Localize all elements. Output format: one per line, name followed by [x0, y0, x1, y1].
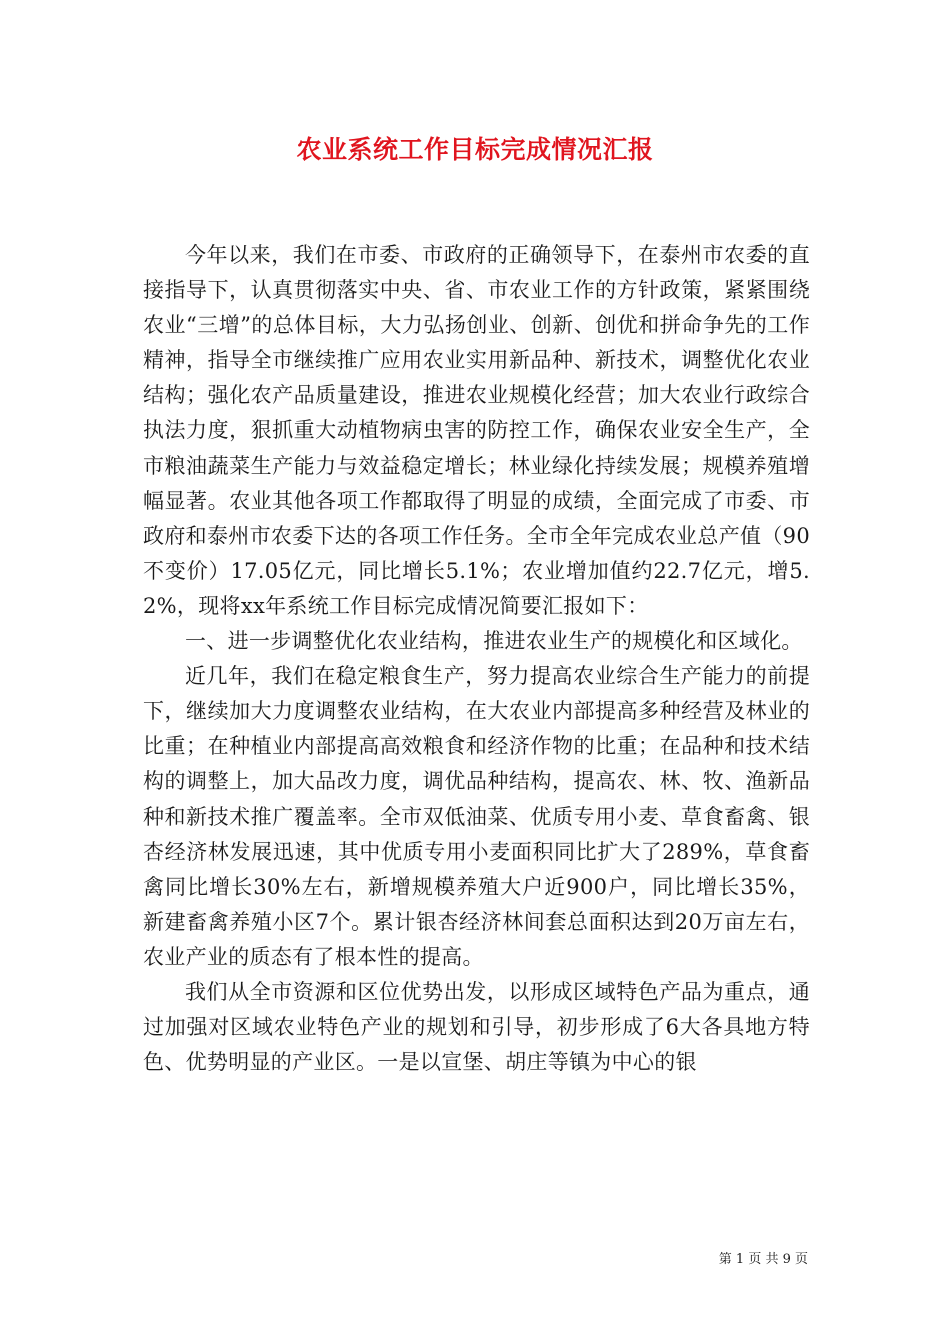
document-body	[143, 238, 810, 1080]
paragraph-structure: 近几年，我们在稳定粮食生产，努力提高农业综合生产能力的前提下，继续加大力度调整农业结构，在大农业内部提高多种经营及林业的比重；在种植业内部提高高效粮食和经济作物的比重；在品种和技术结构的调整上，加大品改力度，调优品种结构，提高农、林、牧、渔新品种和新技术推广覆盖率。全市双低油菜、优质专用小麦、草食畜禽、银杏经济林发展迅速，其中优质专用小麦面积同比扩大了289%，草食畜禽同比增长30%左右，新增规模养殖大户近900户，同比增长35%，新建畜禽养殖小区7个。累计银杏经济林间套总面积达到20万亩左右，农业产业的质态有了根本性的提高。	[143, 664, 810, 969]
document-title: 农业系统工作目标完成情况汇报	[296, 135, 654, 164]
paragraph-regional: 我们从全市资源和区位优势出发，以形成区域特色产品为重点，通过加强对区域农业特色产业的规划和引导，初步形成了6大各具地方特色、优势明显的产业区。一是以宣堡、胡庄等镇为中心的银	[143, 979, 810, 1075]
section-heading-1: 一、进一步调整优化农业结构，推进农业生产的规模化和区域化。	[185, 629, 803, 654]
page-number: 第 1 页 共 9 页	[718, 1252, 808, 1267]
paragraph-intro: 今年以来，我们在市委、市政府的正确领导下，在泰州市农委的直接指导下，认真贯彻落实中央、省、市农业工作的方针政策，紧紧围绕农业“三增”的总体目标，大力弘扬创业、创新、创优和拼命争先的工作精神，指导全市继续推广应用农业实用新品种、新技术，调整优化农业结构；强化农产品质量建设，推进农业规模化经营；加大农业行政综合执法力度，狠抓重大动植物病虫害的防控工作，确保农业安全生产，全市粮油蔬菜生产能力与效益稳定增长；林业绿化持续发展；规模养殖增幅显著。农业其他各项工作都取得了明显的成绩，全面完成了市委、市政府和泰州市农委下达的各项工作任务。全市全年完成农业总产值（90不变价）17.05亿元，同比增长5.1%；农业增加值约22.7亿元，增5.2%，现将xx年系统工作目标完成情况简要汇报如下：	[143, 243, 810, 618]
